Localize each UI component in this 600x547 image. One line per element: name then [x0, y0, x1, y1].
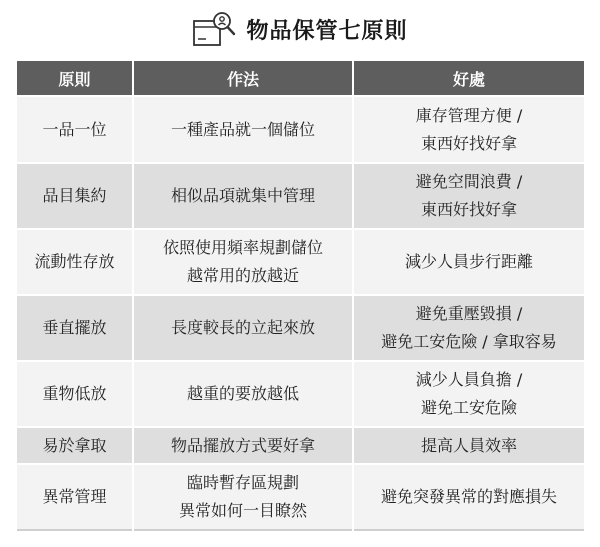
principle-cell: 一品一位	[17, 96, 133, 163]
principle-cell: 重物低放	[17, 361, 133, 427]
header-principle: 原則	[17, 61, 133, 96]
method-cell: 依照使用頻率規劃儲位 越常用的放越近	[133, 229, 353, 295]
principle-cell: 品目集約	[17, 163, 133, 229]
box-search-icon	[192, 9, 238, 49]
principle-cell: 流動性存放	[17, 229, 133, 295]
table-row	[17, 96, 584, 163]
method-cell: 臨時暫存區規劃 異常如何一目瞭然	[133, 464, 353, 530]
principles-table	[17, 61, 584, 531]
method-cell: 越重的要放越低	[133, 361, 353, 427]
benefit-cell: 避免突發異常的對應損失	[353, 464, 584, 530]
table-header-row	[17, 61, 584, 96]
method-cell: 長度較長的立起來放	[133, 295, 353, 361]
table-row	[17, 163, 584, 229]
method-cell: 相似品項就集中管理	[133, 163, 353, 229]
table-row	[17, 295, 584, 361]
principle-cell: 易於拿取	[17, 427, 133, 464]
benefit-cell: 減少人員負擔 / 避免工安危險	[353, 361, 584, 427]
benefit-cell: 避免空間浪費 / 東西好找好拿	[353, 163, 584, 229]
header-method: 作法	[133, 61, 353, 96]
principle-cell: 垂直擺放	[17, 295, 133, 361]
page-title: 物品保管七原則	[246, 18, 408, 44]
table-row	[17, 427, 584, 464]
benefit-cell: 減少人員步行距離	[353, 229, 584, 295]
benefit-cell: 避免重壓毀損 / 避免工安危險 / 拿取容易	[353, 295, 584, 361]
table-row	[17, 464, 584, 530]
page-header	[0, 8, 600, 50]
method-cell: 物品擺放方式要好拿	[133, 427, 353, 464]
method-cell: 一種產品就一個儲位	[133, 96, 353, 163]
table-row	[17, 361, 584, 427]
principle-cell: 異常管理	[17, 464, 133, 530]
benefit-cell: 庫存管理方便 / 東西好找好拿	[353, 96, 584, 163]
benefit-cell: 提高人員效率	[353, 427, 584, 464]
table-row	[17, 229, 584, 295]
header-benefit: 好處	[353, 61, 584, 96]
